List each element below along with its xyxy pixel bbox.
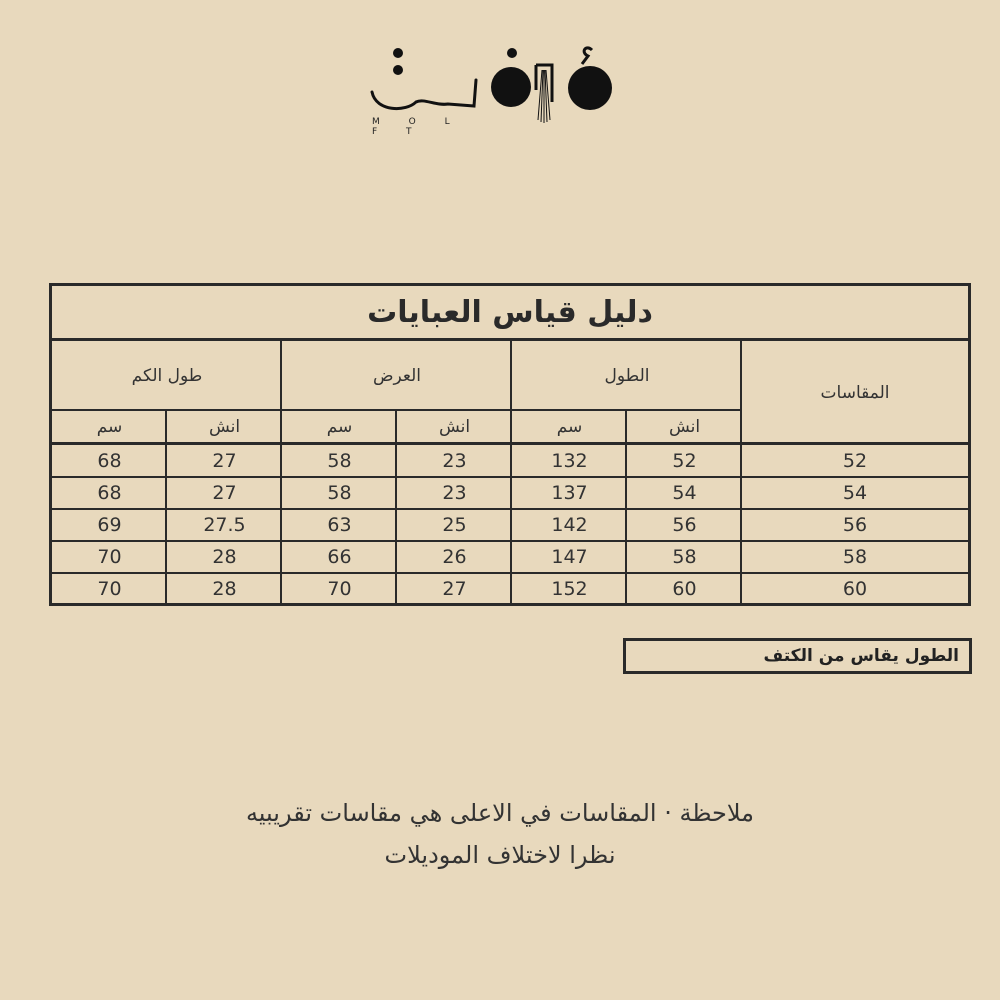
cell-sleeve-cm: 69 [97,514,122,536]
header-length: الطول [604,366,650,386]
measurement-note-box [623,638,972,674]
table-title: دليل قياس العبايات [367,294,653,330]
cell-sleeve-cm: 68 [97,450,122,472]
logo-caption: M O L F T [372,117,463,137]
cell-width-inch: 26 [442,546,467,568]
cell-length-cm: 142 [551,514,588,536]
header-divider [52,409,742,411]
measurement-note: الطول يقاس من الكتف [763,646,959,666]
cell-sleeve-cm: 68 [97,482,122,504]
cell-width-inch: 27 [442,578,467,600]
cell-length-cm: 137 [551,482,588,504]
cell-width-inch: 23 [442,450,467,472]
cell-width-cm: 63 [327,514,352,536]
cell-width-inch: 23 [442,482,467,504]
unit-length-inch: انش [668,417,701,437]
cell-sleeve-inch: 27 [212,482,237,504]
header-size: المقاسات [820,382,890,403]
disclaimer-line-1: ملاحظة · المقاسات في الاعلى هي مقاسات تقريبيه [245,799,755,827]
cell-length-inch: 54 [672,482,697,504]
unit-sleeve-inch: انش [208,417,241,437]
cell-size: 54 [842,482,868,504]
unit-length-cm: سم [556,417,583,437]
cell-sleeve-cm: 70 [97,578,122,600]
header-width: العرض [372,366,422,386]
cell-width-inch: 25 [442,514,467,536]
unit-width-inch: انش [438,417,471,437]
cell-sleeve-inch: 28 [212,546,237,568]
cell-sleeve-inch: 27.5 [203,514,246,536]
cell-length-cm: 132 [551,450,588,472]
cell-sleeve-inch: 27 [212,450,237,472]
table-title-row [52,286,968,341]
cell-size: 60 [842,578,868,600]
cell-width-cm: 70 [327,578,352,600]
cell-sleeve-inch: 28 [212,578,237,600]
cell-sleeve-cm: 70 [97,546,122,568]
cell-width-cm: 58 [327,450,352,472]
cell-size: 52 [842,450,868,472]
cell-length-inch: 56 [672,514,697,536]
cell-length-inch: 58 [672,546,697,568]
header-sleeve: طول الكم [131,366,203,386]
cell-length-inch: 52 [672,450,697,472]
disclaimer [200,792,800,876]
disclaimer-line-2: نظرا لاختلاف الموديلات [384,841,616,869]
cell-size: 58 [842,546,868,568]
cell-size: 56 [842,514,868,536]
cell-length-cm: 152 [551,578,588,600]
cell-width-cm: 66 [327,546,352,568]
cell-width-cm: 58 [327,482,352,504]
cell-length-inch: 60 [672,578,697,600]
unit-width-cm: سم [326,417,353,437]
unit-sleeve-cm: سم [96,417,123,437]
cell-length-cm: 147 [551,546,588,568]
size-guide-table [49,283,971,606]
